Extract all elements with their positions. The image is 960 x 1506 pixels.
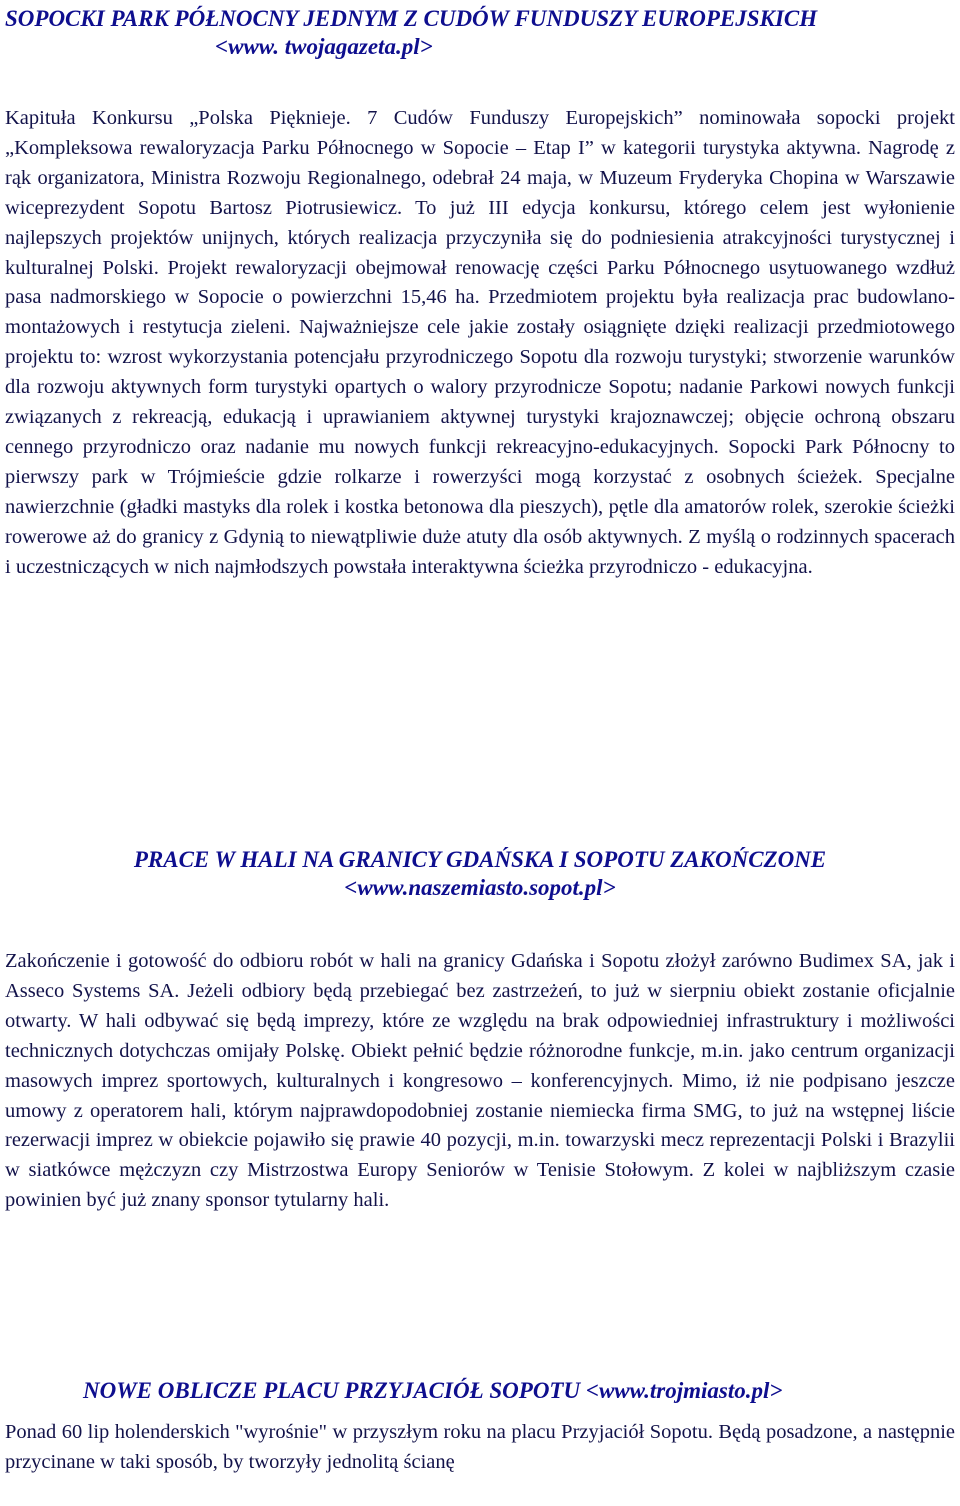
article-body: Zakończenie i gotowość do odbioru robót w hali na granicy Gdańska i Sopotu złożył zarówno Budimex SA, jak i Asseco Systems SA. Jeżeli odbiory będą przebiegać bez zastrzeżeń, to już w sierpniu obiekt zostanie oficjalnie otwarty. W hali odbywać się będą imprezy, które ze względu na brak odpowiedniej infrastruktury i możliwości technicznych dotychczas omijały Polskę. Obiekt pełnić będzie różnorodne funkcje, m.in. jako centrum organizacji masowych imprez sportowych, kulturalnych i kongresowo – konferencyjnych. Mimo, iż nie podpisano jeszcze umowy z operatorem hali, którym najprawdopodobniej zostanie niemiecka firma SMG, to już na wstępnej liście rezerwacji imprez w obiekcie pojawiło się prawie 40 pozycji, m.in. towarzyski mecz reprezentacji Polski i Brazylii w siatkówce mężczyzn czy Mistrzostwa Europy Seniorów w Tenisie Stołowym. Z kolei w najbliższym czasie powinien być już znany sponsor tytularny hali. [5, 950, 955, 1212]
article-title-line: SOPOCKI PARK PÓŁNOCNY JEDNYM Z CUDÓW FUNDUSZY EUROPEJSKICH [5, 6, 818, 31]
article-title-line: PRACE W HALI NA GRANICY GDAŃSKA I SOPOTU ZAKOŃCZONE [133, 847, 827, 872]
article-title [5, 846, 955, 902]
article-title [5, 5, 955, 61]
article-source: <www. twojagazeta.pl> [215, 34, 433, 59]
article-source: <www.naszemiasto.sopot.pl> [344, 875, 616, 900]
article-title-line: NOWE OBLICZE PLACU PRZYJACIÓŁ SOPOTU <www.trojmiasto.pl> [83, 1378, 783, 1403]
article-title [83, 1377, 960, 1405]
article-body: Kapituła Konkursu „Polska Pięknieje. 7 Cudów Funduszy Europejskich” nominowała sopocki projekt „Kompleksowa rewaloryzacja Parku Północnego w Sopocie – Etap I” w kategorii turystyka aktywna. Nagrodę z rąk organizatora, Ministra Rozwoju Regionalnego, odebrał 24 maja, w Muzeum Fryderyka Chopina w Warszawie wiceprezydent Sopotu Bartosz Piotrusiewicz. To już III edycja konkursu, którego celem jest wyłonienie najlepszych projektów unijnych, których realizacja przyczyniła się do podniesienia atrakcyjności turystycznej i kulturalnej Polski. Projekt rewaloryzacji obejmował renowację części Parku Północnego usytuowanego wzdłuż pasa nadmorskiego w Sopocie o powierzchni 15,46 ha. Przedmiotem projektu była realizacja prac budowlano-montażowych i restytucja zieleni. Najważniejsze cele jakie zostały osiągnięte dzięki realizacji przedmiotowego projektu to: wzrost wykorzystania potencjału przyrodniczego Sopotu dla rozwoju turystyki; stworzenie warunków dla rozwoju aktywnych form turystyki opartych o walory przyrodnicze Sopotu; nadanie Parkowi nowych funkcji związanych z rekreacją, edukacją i uprawianiem aktywnej turystyki krajoznawczej; objęcie ochroną obszaru cennego przyrodniczo oraz nadanie mu nowych funkcji rekreacyjno-edukacyjnych. Sopocki Park Północny to pierwszy park w Trójmieście gdzie rolkarze i rowerzyści mogą korzystać z osobnych ścieżek. Specjalne nawierzchnie (gładki mastyks dla rolek i kostka betonowa dla pieszych), pętle dla amatorów rolek, szerokie ścieżki rowerowe aż do granicy z Gdynią to niewątpliwie duże atuty dla osób aktywnych. Z myślą o rodzinnych spacerach i uczestniczących w nich najmłodszych powstała interaktywna ścieżka przyrodniczo - edukacyjna. [5, 107, 955, 578]
article-body: Ponad 60 lip holenderskich "wyrośnie" w przyszłym roku na placu Przyjaciół Sopotu. Będą posadzone, a następnie przycinane w taki sposób, by tworzyły jednolitą ścianę [5, 1421, 955, 1473]
